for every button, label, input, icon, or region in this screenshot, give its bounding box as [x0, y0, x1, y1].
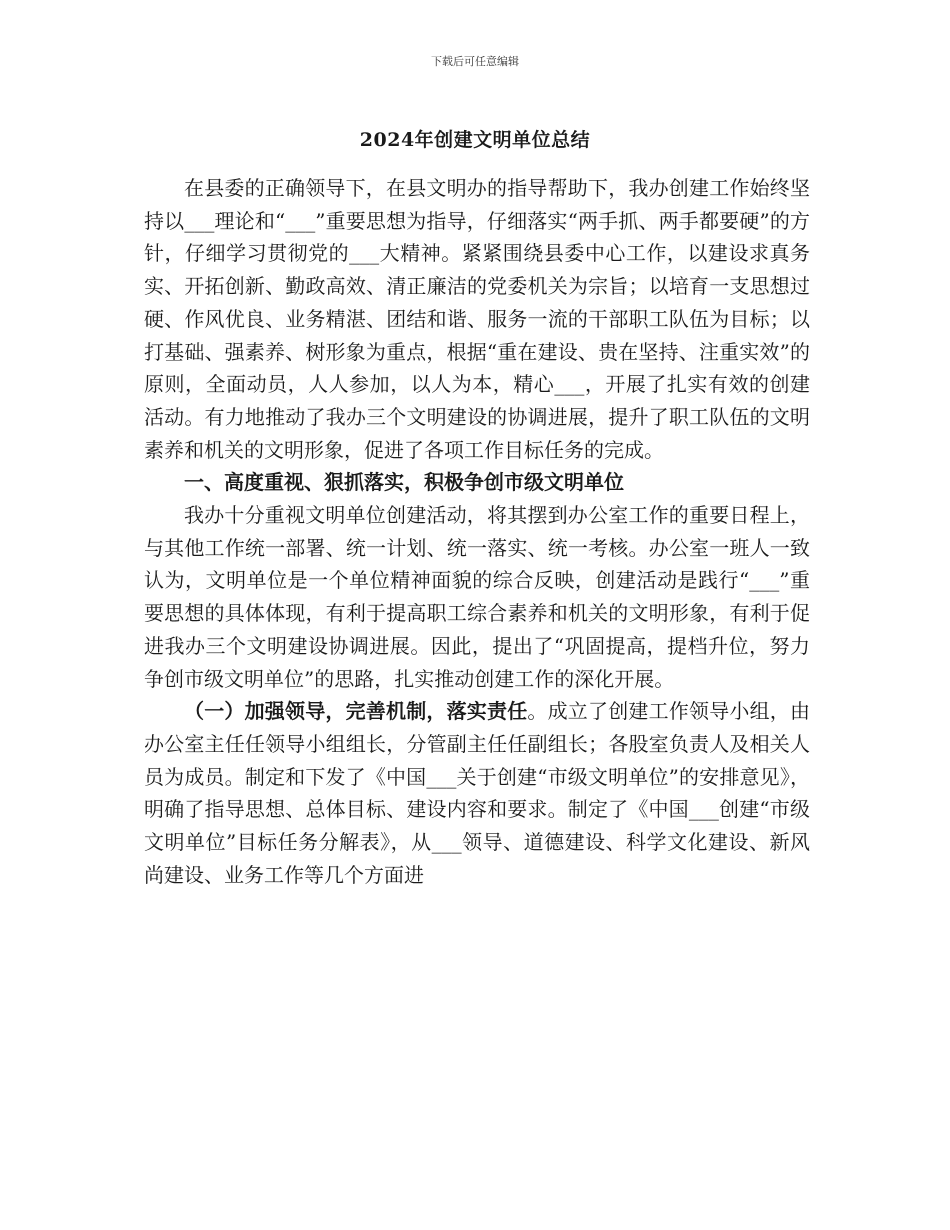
document-title: 2024年创建文明单位总结	[359, 129, 591, 151]
subsection-lead-1: （一）加强领导，完善机制，落实责任	[184, 699, 528, 724]
paragraph-section-1: 我办十分重视文明单位创建活动，将其摆到办公室工作的重要日程上，与其他工作统一部署、统一计划、统一落实、统一考核。办公室一班人一致认为，文明单位是一个单位精神面貌的综合反映，创建活动是践行“___”重要思想的具体体现，有利于提高职工综合素养和机关的文明形象，有利于促进我办三个文明建设协调进展。因此，提出了“巩固提高，提档升位，努力争创市级文明单位”的思路，扎实推动创建工作的深化开展。	[144, 503, 810, 691]
subsection-text-1: 。成立了创建工作领导小组，由办公室主任任领导小组组长，分管副主任任副组长；各股室负责人及相关人员为成员。制定和下发了《中国___关于创建“市级文明单位”的安排意见》，明确了指导思想、总体目标、建设内容和要求。制定了《中国___创建“市级文明单位”目标任务分解表》，从___领导、道德建设、科学文化建设、新风尚建设、业务工作等几个方面进	[144, 699, 811, 887]
paragraph-intro: 在县委的正确领导下，在县文明办的指导帮助下，我办创建工作始终坚持以___理论和“___”重要思想为指导，仔细落实“两手抓、两手都要硬”的方针，仔细学习贯彻党的___大精神。紧紧围绕县委中心工作，以建设求真务实、开拓创新、勤政高效、清正廉洁的党委机关为宗旨；以培育一支思想过硬、作风优良、业务精湛、团结和谐、服务一流的干部职工队伍为目标；以打基础、强素养、树形象为重点，根据“重在建设、贵在坚持、注重实效”的原则，全面动员，人人参加，以人为本，精心___，开展了扎实有效的创建活动。有力地推动了我办三个文明建设的协调进展，提升了职工队伍的文明素养和机关的文明形象，促进了各项工作目标任务的完成。	[144, 176, 810, 462]
section-heading-1: 一、高度重视、狠抓落实，积极争创市级文明单位	[184, 470, 624, 495]
paragraph-subsection-1	[144, 695, 810, 891]
header-note: 下载后可任意编辑	[431, 55, 519, 68]
document-body	[144, 172, 810, 891]
